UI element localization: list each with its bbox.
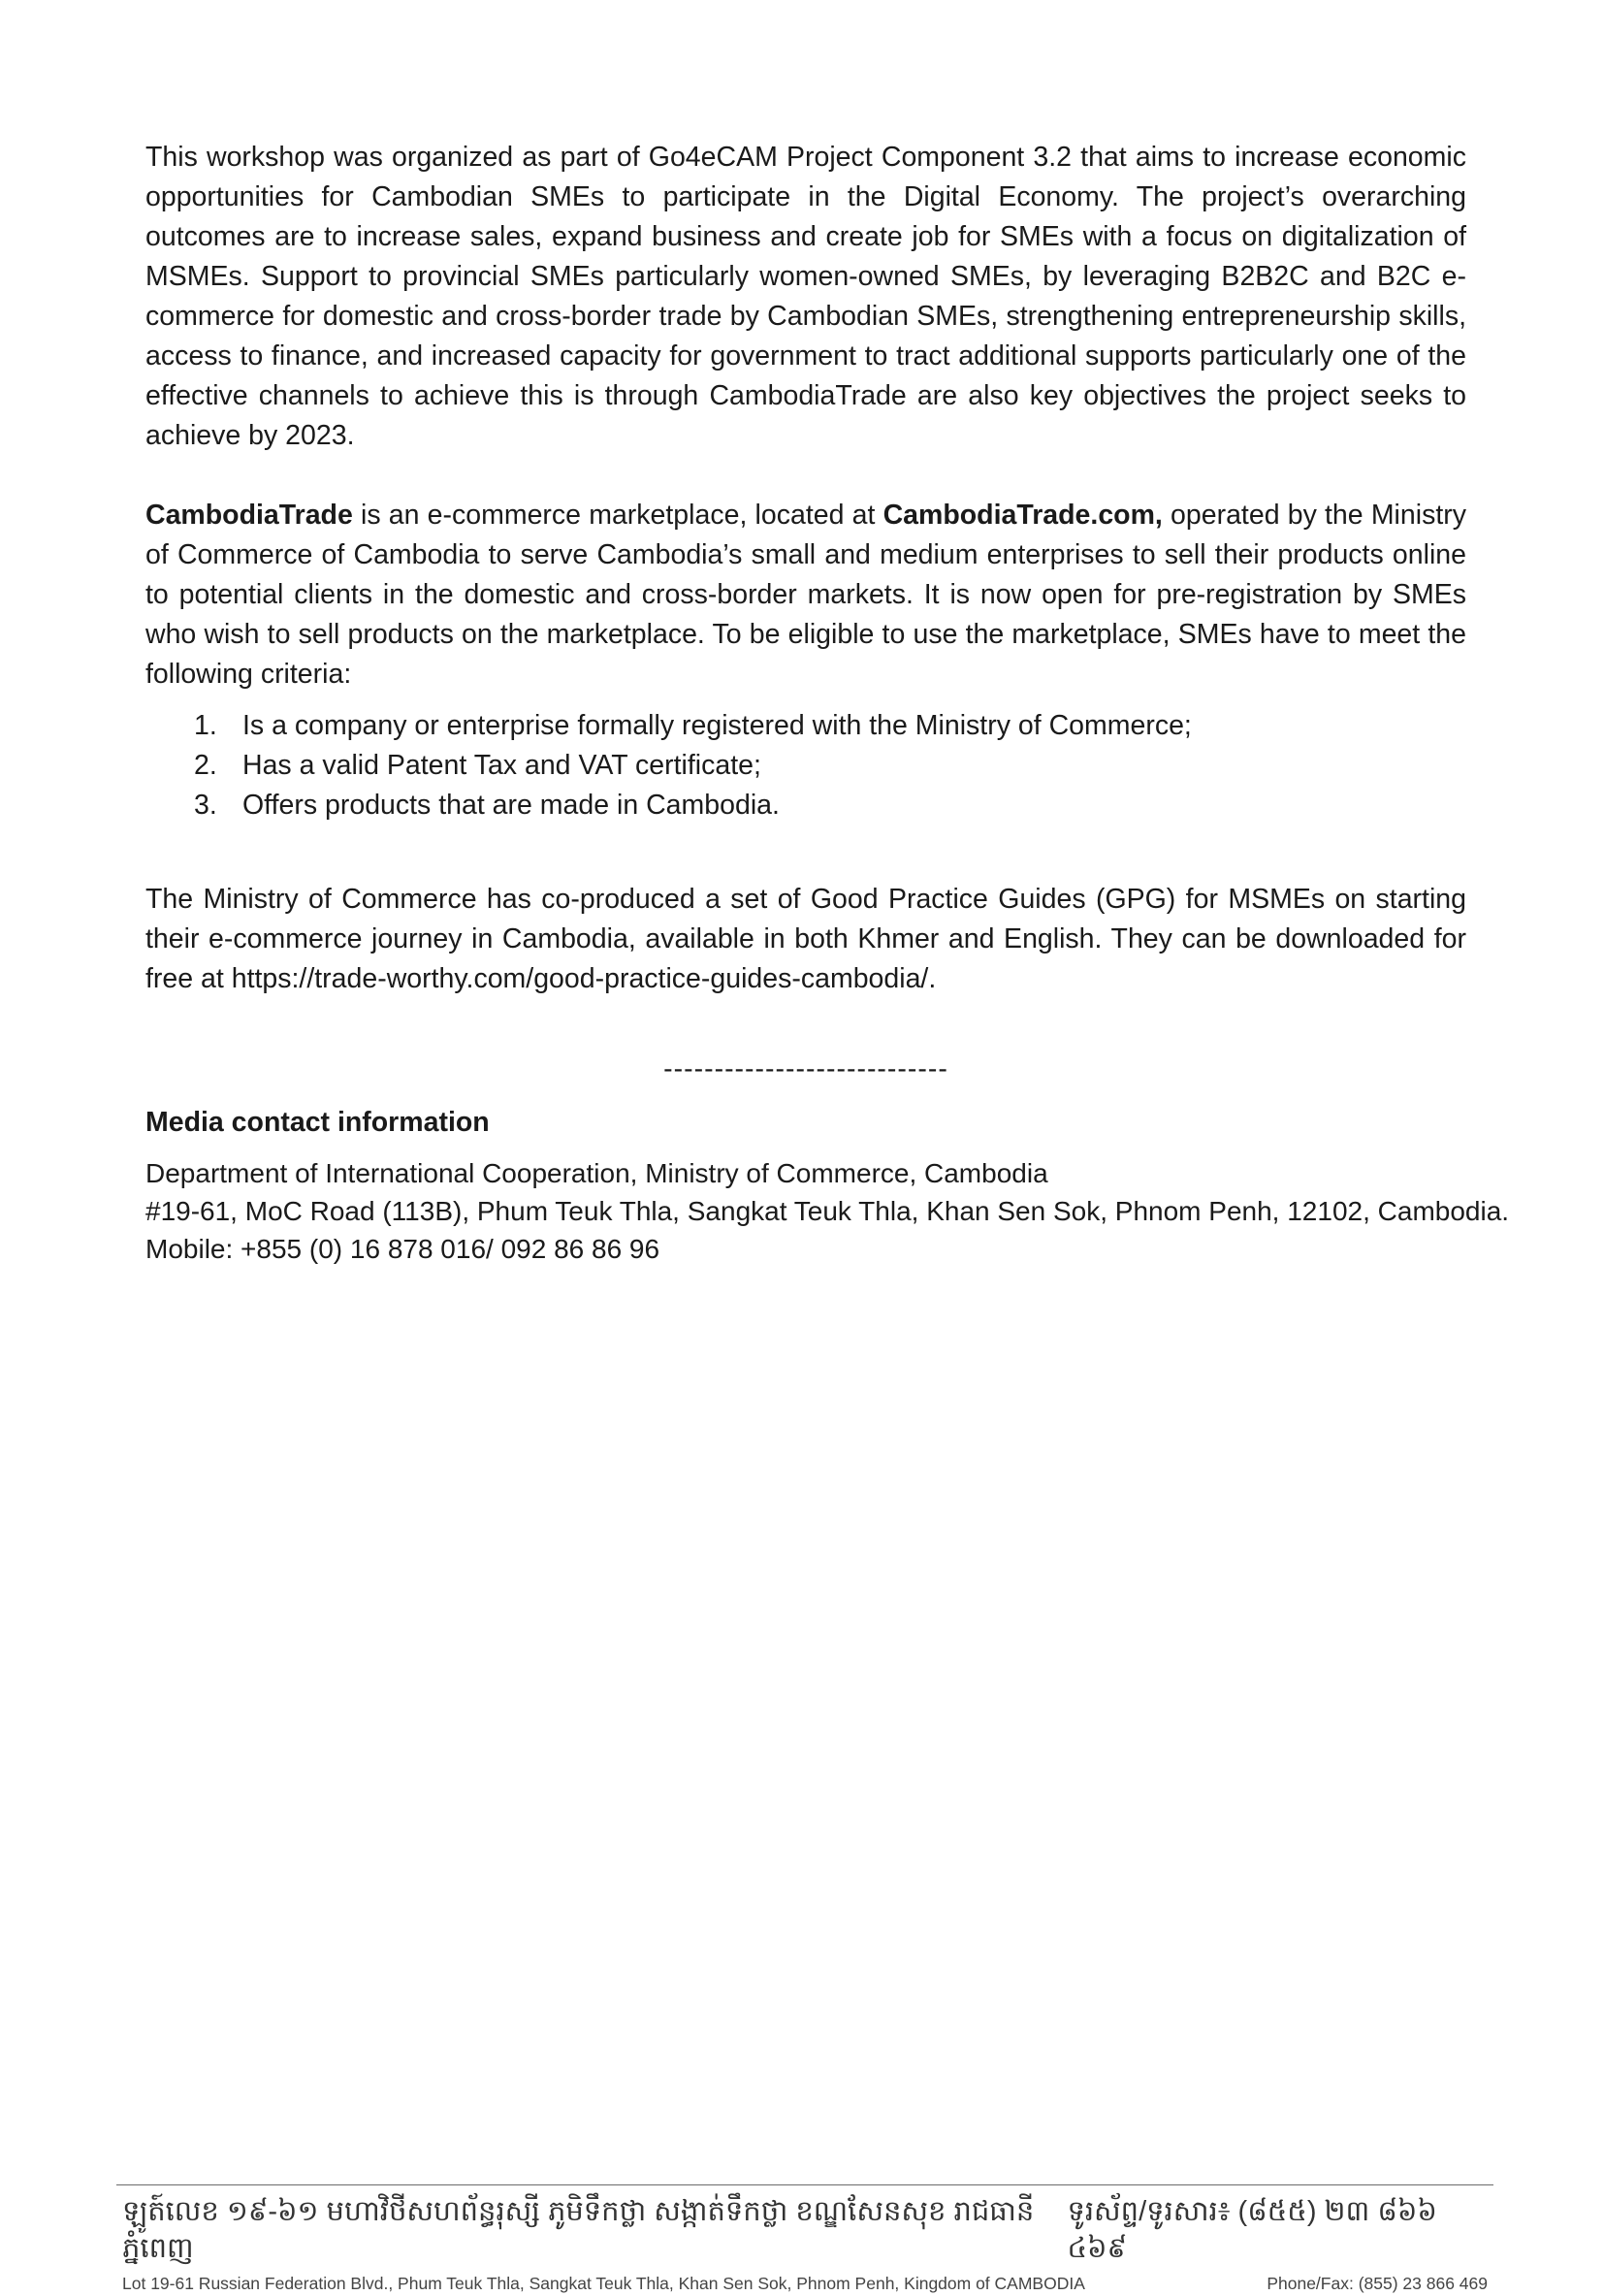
contact-heading: Media contact information xyxy=(145,1107,490,1138)
contact-mobile: Mobile: +855 (0) 16 878 016/ 092 86 86 96 xyxy=(145,1234,660,1264)
paragraph-text-a: is an e-commerce marketplace, located at xyxy=(352,500,883,531)
list-text: Is a company or enterprise formally registered with the Ministry of Commerce; xyxy=(242,710,1192,741)
contact-address: #19-61, MoC Road (113B), Phum Teuk Thla, Sangkat Teuk Thla, Khan Sen Sok, Phnom Penh, 12102, Cambodia. xyxy=(145,1196,1510,1226)
paragraph-guides: The Ministry of Commerce has co-produced a set of Good Practice Guides (GPG) for MSMEs on starting their e-commerce journey in Cambodia, available in both Khmer and English. They can be downloaded for free at https://trade-worthy.com/good-practice-guides-cambodia/. xyxy=(145,884,1466,994)
brand-name: CambodiaTrade xyxy=(145,500,353,531)
list-item xyxy=(145,786,1466,825)
list-number: 2. xyxy=(194,750,217,781)
site-name: CambodiaTrade.com, xyxy=(882,500,1163,531)
list-text: Has a valid Patent Tax and VAT certificate; xyxy=(242,750,761,781)
criteria-list xyxy=(145,706,1466,825)
list-number: 1. xyxy=(194,710,217,741)
footer-latin-phone: Phone/Fax: (855) 23 866 469 xyxy=(1267,2274,1488,2293)
footer-latin-address: Lot 19-61 Russian Federation Blvd., Phum Teuk Thla, Sangkat Teuk Thla, Khan Sen Sok, Phnom Penh, Kingdom of CAMBODIA xyxy=(122,2274,1085,2293)
footer-latin-line xyxy=(116,2271,1493,2296)
footer-khmer-address: ឡូត៍លេខ ១៩-៦១ មហាវិថីសហព័ន្ធរុស្សី ភូមិទឹកថ្លា សង្កាត់ទឹកថ្លា ខណ្ឌសែនសុខ រាជធានីភ្នំពេញ xyxy=(122,2196,1035,2264)
paragraph-workshop: This workshop was organized as part of Go4eCAM Project Component 3.2 that aims to increase economic opportunities for Cambodian SMEs to participate in the Digital Economy. The project’s overarching outcomes are to increase sales, expand business and create job for SMEs with a focus on digitalization of MSMEs. Support to provincial SMEs particularly women-owned SMEs, by leveraging B2B2C and B2C e-commerce for domestic and cross-border trade by Cambodian SMEs, strengthening entrepreneurship skills, access to finance, and increased capacity for government to tract additional supports particularly one of the effective channels to achieve this is through CambodiaTrade are also key objectives the project seeks to achieve by 2023. xyxy=(145,142,1466,451)
list-item xyxy=(145,706,1466,746)
page-footer xyxy=(116,2184,1493,2296)
document-body xyxy=(145,138,1510,1268)
paragraph-cambodiatrade xyxy=(145,496,1466,695)
paragraph-text-b: operated by the Ministry of Commerce of Cambodia to serve Cambodia’s small and medium enterprises to sell their products online to potential clients in the domestic and cross-border markets. It is now open for pre-registration by SMEs who wish to sell products on the marketplace. To be eligible to use the marketplace, SMEs have to meet the following criteria: xyxy=(145,500,1466,690)
contact-details xyxy=(145,1154,1510,1268)
section-separator: ---------------------------- xyxy=(663,1053,948,1084)
contact-department: Department of International Cooperation, Ministry of Commerce, Cambodia xyxy=(145,1158,1048,1188)
footer-khmer-line xyxy=(116,2193,1493,2267)
footer-khmer-phone: ទូរស័ព្ទ/ទូរសារ៖ (៨៥៥) ២៣ ៨៦៦ ៤៦៩ xyxy=(1067,2196,1437,2264)
list-text: Offers products that are made in Cambodia. xyxy=(242,790,780,821)
list-item xyxy=(145,746,1466,786)
list-number: 3. xyxy=(194,790,217,821)
